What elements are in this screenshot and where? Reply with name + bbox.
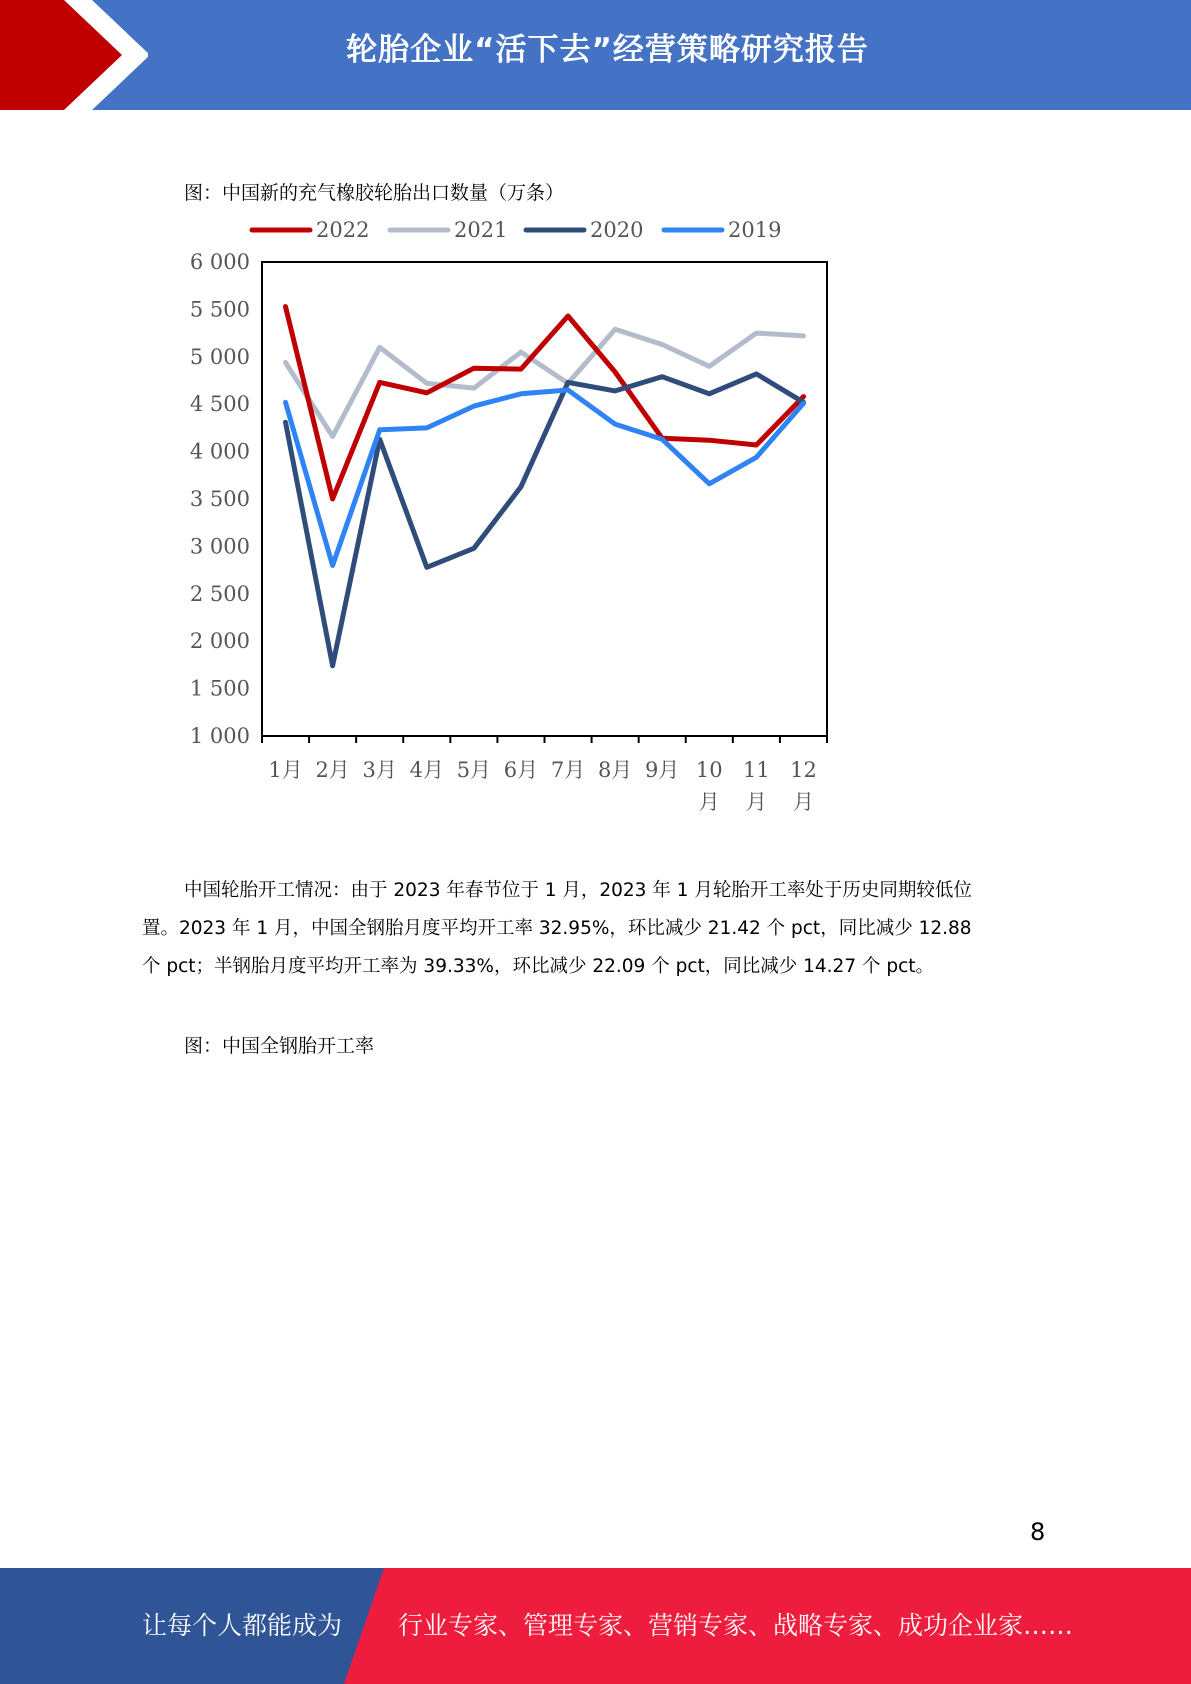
x-tick-label: 9月: [645, 758, 680, 782]
y-tick-label: 6 000: [189, 250, 250, 274]
export-line-chart: [170, 208, 850, 828]
legend-label-2022: 2022: [316, 218, 370, 242]
y-tick-label: 1 500: [189, 676, 250, 701]
y-tick-label: 2 000: [189, 629, 250, 654]
series-line-2019: [286, 390, 804, 565]
y-tick-label: 4 500: [189, 392, 250, 417]
figure2-caption: 图：中国全钢胎开工率: [184, 1035, 375, 1057]
y-tick-label: 5 500: [189, 297, 250, 322]
x-tick-label: 月: [745, 790, 767, 814]
footer-slogan-left: 让每个人都能成为: [142, 1611, 343, 1640]
page-header: [0, 0, 1191, 110]
page-footer: [0, 1568, 1191, 1684]
x-tick-label: 11: [743, 758, 770, 782]
plot-frame: [262, 262, 827, 736]
x-tick-label: 7月: [550, 758, 586, 782]
x-tick-label: 2月: [315, 758, 350, 782]
x-tick-label: 6月: [503, 758, 539, 782]
x-tick-label: 月: [698, 790, 720, 814]
legend-label-2019: 2019: [728, 218, 782, 242]
x-tick-label: 1月: [268, 758, 303, 782]
paragraph-line-2: 置。2023 年 1 月，中国全钢胎月度平均开工率 32.95%，环比减少 21.42 个 pct，同比减少 12.88: [142, 918, 972, 939]
y-tick-label: 3 500: [189, 487, 250, 511]
x-tick-label: 3月: [362, 758, 397, 782]
paragraph-line-1: 中国轮胎开工情况：由于 2023 年春节位于 1 月，2023 年 1 月轮胎开工率处于历史同期较低位: [184, 880, 972, 901]
x-tick-label: 12: [790, 758, 817, 782]
y-tick-label: 3 000: [189, 534, 250, 559]
x-tick-label: 10: [695, 758, 723, 782]
y-tick-label: 4 000: [189, 439, 250, 464]
report-title: 轮胎企业“活下去”经营策略研究报告: [346, 32, 869, 68]
page-number: 8: [1030, 1518, 1046, 1546]
y-tick-label: 1 000: [189, 724, 250, 748]
tire-operation-paragraph: [142, 872, 1047, 986]
legend-label-2020: 2020: [590, 218, 644, 242]
y-tick-label: 5 000: [189, 344, 250, 369]
footer-slogan-right: 行业专家、管理专家、营销专家、战略专家、成功企业家……: [398, 1611, 1074, 1640]
x-tick-label: 月: [792, 790, 814, 814]
y-tick-label: 2 500: [189, 581, 250, 606]
x-tick-label: 5月: [456, 758, 492, 782]
figure1-caption: 图：中国新的充气橡胶轮胎出口数量（万条）: [184, 182, 565, 204]
legend-label-2021: 2021: [454, 218, 508, 242]
x-tick-label: 4月: [409, 758, 444, 782]
paragraph-line-3: 个 pct；半钢胎月度平均开工率为 39.33%，环比减少 22.09 个 pct，同比减少 14.27 个 pct。: [142, 956, 935, 977]
x-tick-label: 8月: [597, 758, 633, 782]
